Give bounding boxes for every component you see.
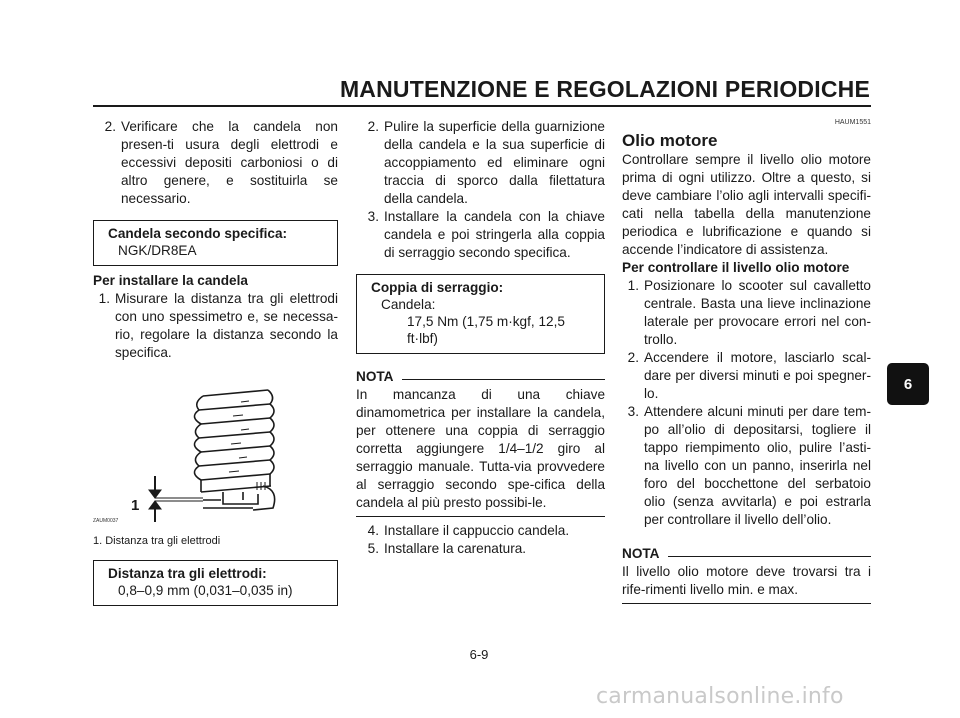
nota-rule bbox=[402, 379, 605, 380]
figure-callout: 1 bbox=[131, 497, 140, 514]
step-number: 2. bbox=[627, 350, 639, 365]
section-title: Olio motore bbox=[622, 131, 718, 150]
nota-label: NOTA bbox=[356, 369, 394, 384]
figure-code: ZAUM0037 bbox=[93, 518, 119, 524]
step-number: 1. bbox=[627, 278, 639, 293]
nota-heading bbox=[356, 368, 605, 386]
watermark: carmanualsonline.info bbox=[596, 684, 844, 709]
spark-plug-illustration bbox=[93, 374, 338, 522]
column-middle bbox=[356, 118, 605, 558]
nota-heading bbox=[622, 545, 871, 563]
step-number: 3. bbox=[367, 209, 379, 224]
page-header-title: MANUTENZIONE E REGOLAZIONI PERIODICHE bbox=[339, 76, 870, 102]
column-left bbox=[93, 118, 338, 606]
step-check-plug bbox=[99, 118, 338, 208]
step-text: Attendere alcuni minuti per dare tem-po all’olio di depositarsi, togliere il tappo riempimento olio, pulire l’asti-na livello con un panno, inserirla nel foro del bocchettone del serbatoio olio (senza avvitarla) e poi estrarla per controllare il livello dell’olio. bbox=[644, 404, 871, 527]
step-text: Misurare la distanza tra gli elettrodi con uno spessimetro e, se necessa-rio, regolare la distanza secondo la specifica. bbox=[115, 291, 338, 360]
spec-title: Coppia di serraggio: bbox=[371, 280, 504, 295]
spec-value: 0,8–0,9 mm (0,031–0,035 in) bbox=[118, 583, 293, 598]
step-install-cap bbox=[362, 522, 605, 540]
section-intro: Controllare sempre il livello olio motore prima di ogni utilizzo. Oltre a questo, si deve cambiare l’olio agli intervalli specifi-cati nella tabella della manutenzione periodica e lubrificazione e quando si accende l’indicatore di assistenza. bbox=[622, 152, 871, 257]
spark-plug-figure bbox=[93, 374, 338, 522]
step-number: 5. bbox=[367, 541, 379, 556]
step-clean-gasket bbox=[362, 118, 605, 208]
step-text: Installare la candela con la chiave candela e poi stringerla alla coppia di serraggio secondo specifica. bbox=[384, 209, 605, 260]
figure-caption: 1. Distanza tra gli elettrodi bbox=[93, 535, 221, 547]
spec-box-electrode-gap bbox=[93, 560, 338, 606]
step-number: 1. bbox=[98, 291, 110, 306]
check-heading: Per controllare il livello olio motore bbox=[622, 260, 850, 275]
step-number: 2. bbox=[104, 119, 116, 134]
spec-value: NGK/DR8EA bbox=[118, 243, 197, 258]
spec-box-spark-plug bbox=[93, 220, 338, 266]
spec-title: Candela secondo specifica: bbox=[108, 226, 288, 241]
section-code: HAUM1551 bbox=[834, 119, 871, 126]
nota-rule bbox=[668, 556, 871, 557]
step-install-plug bbox=[362, 208, 605, 262]
nota-end-rule bbox=[356, 516, 605, 517]
step-text: Installare la carenatura. bbox=[384, 541, 527, 556]
spec-title: Distanza tra gli elettrodi: bbox=[108, 566, 267, 581]
step-number: 4. bbox=[367, 523, 379, 538]
step-install-fairing bbox=[362, 540, 605, 558]
step-number: 2. bbox=[367, 119, 379, 134]
step-start-engine bbox=[622, 349, 871, 403]
step-text: Installare il cappuccio candela. bbox=[384, 523, 570, 538]
spec-subtitle: Candela: bbox=[381, 297, 436, 312]
step-text: Pulire la superficie della guarnizione della candela e la sua superficie di accoppiamento ed eliminare ogni traccia di sporco dalla filettatura della candela. bbox=[384, 119, 605, 206]
page-number: 6-9 bbox=[469, 647, 489, 662]
nota-text: Il livello olio motore deve trovarsi tra i rife-rimenti livello min. e max. bbox=[622, 564, 871, 597]
step-check-dipstick bbox=[622, 403, 871, 529]
chapter-tab: 6 bbox=[887, 363, 929, 405]
step-text: Posizionare lo scooter sul cavalletto centrale. Basta una lieve inclinazione laterale per provocare errori nel con-trollo. bbox=[644, 278, 871, 347]
header-rule bbox=[93, 105, 871, 107]
install-heading: Per installare la candela bbox=[93, 273, 248, 288]
step-position-scooter bbox=[622, 277, 871, 349]
step-text: Accendere il motore, lasciarlo scal-dare per diversi minuti e poi spegner-lo. bbox=[644, 350, 871, 401]
step-number: 3. bbox=[627, 404, 639, 419]
column-right bbox=[622, 118, 871, 604]
spec-box-torque bbox=[356, 274, 605, 354]
nota-end-rule bbox=[622, 603, 871, 604]
nota-text: In mancanza di una chiave dinamometrica per installare la candela, per ottenere una coppia di serraggio corretta aggiungere 1/4–1/2 giro al serraggio manuale. Tutta-via provvedere al serraggio secondo spe-cifica della candela al più presto possibi-le. bbox=[356, 387, 605, 510]
step-text: Verificare che la candela non presen-ti usura degli elettrodi e eccessivi depositi carboniosi o di altro genere, e sostituirla se necessario. bbox=[121, 119, 338, 206]
spec-value: 17,5 Nm (1,75 m·kgf, 12,5 ft·lbf) bbox=[407, 314, 565, 346]
nota-label: NOTA bbox=[622, 546, 660, 561]
step-measure-gap bbox=[93, 290, 338, 362]
